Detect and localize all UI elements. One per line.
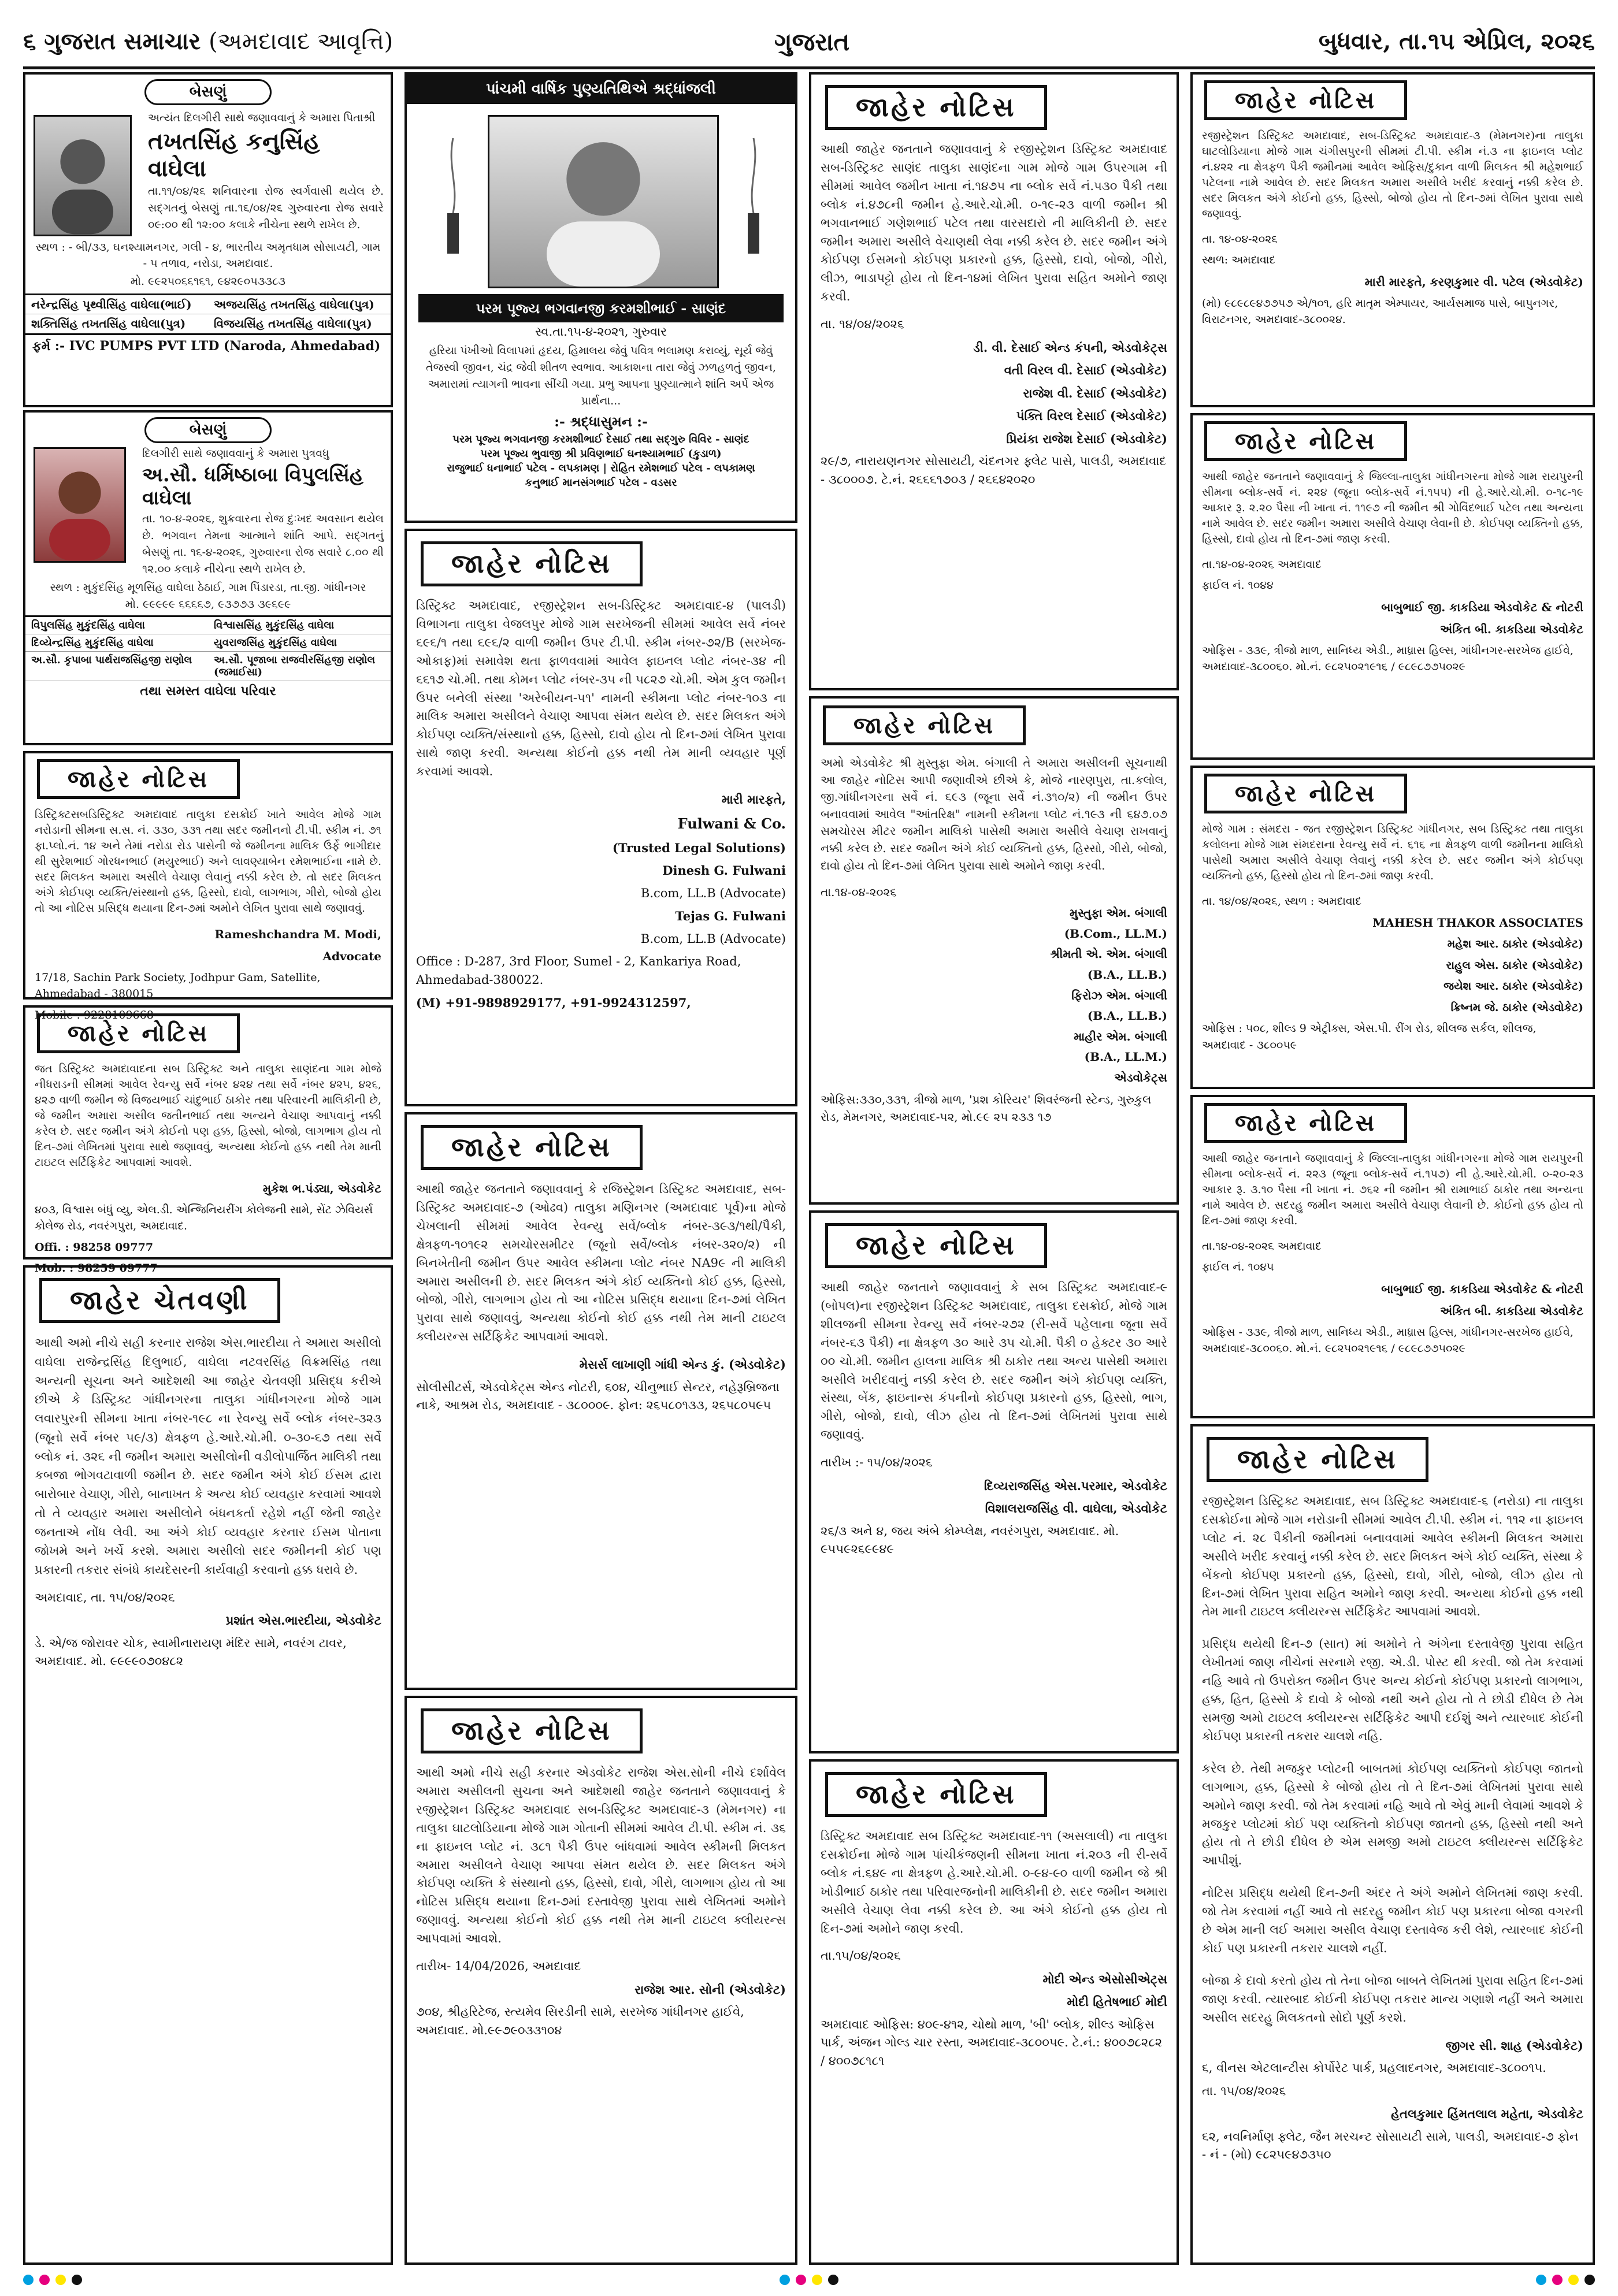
advocate-name: પંક્તિ વિરલ દેસાઈ (એડવોકેટ): [1016, 408, 1167, 423]
notice-date: તા. ૧૪/૦૪/૨૦૨૬, સ્થળ : અમદાવાદ: [1202, 894, 1362, 908]
advocate-address: 17/18, Sachin Park Society, Jodhpur Gam, Satellite, Ahmedabad - 380015: [35, 971, 321, 1001]
notice-title: જાહેર નોટિસ: [421, 541, 643, 586]
firm-address: Office : D-287, 3rd Floor, Sumel - 2, Kankariya Road, Ahmedabad-380022.: [416, 954, 741, 987]
advocate-name: મહેશ આર. ઠાકોર (એડવોકેટ): [1447, 938, 1583, 951]
advocate-name: મોદી હિતેષભાઈ મોદી: [1067, 1994, 1167, 2009]
advocate-name: મારી મારફતે, કરણકુમાર વી. પટેલ (એડવોકેટ): [1364, 274, 1583, 289]
tribute-poem: હરિયા પંખીઓ વિલાપમાં હૃદય, હિમાલય જેવું પવિત્ર ભલામણ કરાવ્યું, સૂર્ય જેવું તેજસ્વી જીવન, ચંદ્ર જેવી શીતળ સ્વભાવ. આકાશના તારા જેવું ઝળહળતું જીવન, અમારામાં ત્યાગની ભાવના સીંચી ગયા. પ્રભુ આપના પુણ્યાત્માને શાંતિ અર્પે એજ પ્રાર્થના...: [425, 344, 777, 407]
advocate-name: દિવ્યરાજસિંહ એસ.પરમાર, એડવોકેટ: [984, 1478, 1167, 1493]
public-notice-c3-3: [809, 1210, 1179, 1753]
public-notice-c5-3: [1190, 766, 1595, 1089]
public-notice-c3-4: [809, 1759, 1179, 2265]
tribute-line: રાજુભાઈ ધનાભાઈ પટેલ - લપકામણ | રોહિત રમેશભાઈ પટેલ - લપકામણ: [447, 462, 755, 474]
tribute-name: પરમ પૂજ્ય ભગવાનજી કરમશીભાઈ - સાણંદ: [418, 294, 784, 322]
advocate-address: ઓફિસ : ૫૦૮, શીલ્ડ 9 એટ્રીક્સ, એસ.પી. રીંગ રોડ, શીલજ સર્કલ, શીલજ, અમદાવાદ - ૩૮૦૦૫૯: [1202, 1022, 1537, 1052]
page-number: ૬: [23, 28, 36, 55]
obit1-firm: ફર્મ :- IVC PUMPS PVT LTD (Naroda, Ahmedabad): [25, 333, 391, 357]
file-number: ફાઈલ નં. ૧૦૪૪: [1202, 579, 1274, 592]
notice-title: જાહેર નોટિસ: [823, 705, 1026, 745]
advocate-name: મુકેશ ભ.પંડ્યા, એડવોકેટ: [262, 1181, 381, 1195]
advocate-name: માહીર એમ. બંગાલી: [1074, 1029, 1167, 1043]
obit1-text: તા.૧૧/૦૪/૨૬ શનિવારના રોજ સ્વર્ગવાસી થયેલ છે. સદ્ગતનું બેસણું તા.૧૬/૦૪/૨૬ ગુરુવારના રોજ સવારે ૦૯:૦૦ થી ૧૨:૦૦ કલાકે નીચેના સ્થળે રાખેલ છે.: [148, 184, 384, 231]
obituary-takhatsinh: [23, 72, 393, 407]
notice-title: જાહેર નોટિસ: [1204, 1103, 1407, 1143]
relative-name: વિજયસિંહ તખતસિંહ વાઘેલા(પુત્ર): [208, 314, 391, 333]
advocate-name: Rameshchandra M. Modi,: [214, 927, 381, 941]
warning-date: અમદાવાદ, તા. ૧૫/૦૪/૨૦૨૬: [35, 1590, 175, 1604]
magenta-dot: [1552, 2275, 1563, 2285]
public-warning: [23, 1265, 393, 2265]
advocate-name: વિશાલરાજસિંહ વી. વાઘેલા, એડવોકેટ: [985, 1501, 1167, 1516]
advocate-name: પ્રશાંત એસ.ભારદીયા, એડવોકેટ: [225, 1613, 381, 1628]
notice-body: આથી જાહેર જનતાને જણાવવાનું કે રજીસ્ટ્રેશન ડિસ્ટ્રિક્ટ અમદાવાદ સબ-ડિસ્ટ્રિક્ટ સાણંદ તાલુકા સાણંદના ગામ મોજે ગામ ઉપરગામ ની સીમમાં આવેલ જમીન ખાતા નં.૧૪૭૫ ના બ્લોક સર્વે નં.૫૩૦ પૈકી તથા બ્લોક નં.૪૭૮ની જમીન હે.આરે.ચો.મી. ૦-૧૯-૨૩ વાળી જમીન શ્રી ભગવાનભાઈ ગણેશભાઈ પટેલ તથા વારસદારો ની માલિકીની છે. સદર જમીન અમારા અસીલે વેચાણથી લેવા નક્કી કરેલ છે. સદર જમીન અંગે કોઈપણ ઈસમનો કોઈપણ પ્રકારનો હક્ક, હિસ્સો, દાવો, બોજો, ગીરો, લીઝ, ભાડાપટ્ટો હોય તો દિન-૧૪માં લેખિત પુરાવા સહિત અમોને જાણ કરવી.: [821, 142, 1167, 304]
firm-name: MAHESH THAKOR ASSOCIATES: [1372, 916, 1583, 930]
obit1-phone: મો. ૯૯૨૫૦૬૬૧૬૧, ૯૪૨૯૦૫૩૩૮૩: [130, 275, 286, 288]
notice-title: જાહેર નોટિસ: [825, 1772, 1047, 1817]
advocate-address: ઓફિસ - ૩૩૯, ત્રીજો માળ, સાનિધ્ય એડી., માધ્રાસ હિલ્સ, ગાંધીનગર-સરખેજ હાઈવે, અમદાવાદ-૩૮૦૦૬૦. મો.નં. ૯૮૨૫૦૨૧૯૧૬ / ૯૮૯૮૭૭૫૦૨૯: [1202, 644, 1574, 674]
relative-name: યુવરાજસિંહ મુકુંદસિંહ વાઘેલા: [208, 634, 391, 652]
shraddha-heading: :- શ્રદ્ધાસુમન :-: [554, 413, 648, 430]
advocate-name: અંકિત બી. કાકડિયા એડવોકેટ: [1440, 1303, 1583, 1318]
public-notice-c5-4: [1190, 1095, 1595, 1418]
notice-title: જાહેર નોટિસ: [1207, 1437, 1428, 1482]
firm-tagline: (Trusted Legal Solutions): [612, 840, 786, 855]
notice-date: તા.૧૪-૦૪-૨૦૨૬ અમદાવાદ: [1202, 558, 1322, 571]
advocate-address: ૪૦૩, વિશ્વાસ બંધું વ્યુ, એલ.ડી. એન્જિનિયરીંગ કોલેજની સામે, સેંટ ઝેવિયર્સ કોલેજ રોડ, નવરંગપુરા, અમદાવાદ.: [35, 1203, 373, 1233]
firm-name: Fulwani & Co.: [677, 815, 786, 832]
obit1-relatives: [25, 293, 391, 333]
notice-body: આથી અમો નીચે સહી કરનાર એડવોકેટ રાજેશ એસ.સોની નીચે દર્શાવેલ અમારા અસીલની સુચના અને આદેશથી જાહેર જનતાને જણાવવાનું કે રજીસ્ટ્રેશન ડિસ્ટ્રિક્ટ અમદાવાદ સબ-ડિસ્ટ્રિક્ટ અમદાવાદ-૩ (મેમનગર) ના તાલુકા ઘાટલોડિયાના મોજે ગામ ગોતાની સીમમાં આવેલ ટી.પી. સ્કીમ નં. ૩૬ ના ફાઇનલ પ્લોટ નં. ૩૮૧ પૈકી ઉપર બાંધવામાં આવેલ સ્કીમની મિલકત અમારા અસીલને વેચાણ આપવા સંમત થયેલ છે. સદર મિલકત અંગે કોઈપણ વ્યક્તિ કે સંસ્થાનો હક્ક, હિસ્સો, દાવો, ગીરો, લાગભાગ હોય તો આ નોટિસ પ્રસિદ્ધ થયાના દિન-૭માં દસ્તાવેજી પુરાવા સાથે લેખિતમાં અમોને જણાવવું. અન્યથા કોઈનો કોઈ હક્ક નથી તેમ માની ટાઇટલ ક્લીયરન્સ આપવામાં આવશે.: [416, 1766, 786, 1946]
edition-name: (અમદાવાદ આવૃત્તિ): [209, 28, 394, 55]
notice-date: તા. ૧૫/૦૪/૨૦૨૬: [1202, 2083, 1286, 2098]
advocate-name: પ્રિયંકા રાજેશ દેસાઈ (એડવોકેટ): [1006, 431, 1167, 446]
notice-date: તા.૧૪-૦૪-૨૦૨૬: [821, 885, 897, 900]
relative-name: શક્તિસિંહ તખતસિંહ વાઘેલા(પુત્ર): [25, 314, 208, 333]
tribute-line: પરમ પૂજ્ય ભગવાનજી કરમશીભાઈ દેસાઈ તથા સદ્ગુરુ વિવિર - સાણંદ: [452, 433, 749, 445]
notice-title: જાહેર નોટિસ: [1204, 774, 1407, 813]
advocate-name: ફિરોઝ એમ. બંગાલી: [1071, 988, 1167, 1002]
notice-date: તા.૧૫/૦૪/૨૦૨૬: [821, 1949, 901, 1963]
public-notice-c5-2: [1190, 413, 1595, 760]
advocate-degree: (B.Com., LL.M.): [1064, 926, 1167, 941]
tribute-line: કનુભાઈ માનસંગભાઈ પટેલ - વડસર: [525, 476, 677, 489]
notice-date: તારીખ :- ૧૫/૦૪/૨૦૨૬: [821, 1455, 933, 1470]
death-anniversary-tribute: [404, 72, 797, 523]
advocate-name: મુસ્તુફા એમ. બંગાલી: [1070, 906, 1167, 920]
incense-right-icon: [730, 132, 777, 259]
obit2-name: અ.સૌ. ધર્મિષ્ઠાબા વિપુલસિંહ વાઘેલા: [142, 463, 363, 510]
advocate-degree: (B.A., LL.B.): [1087, 1009, 1167, 1023]
advocate-name: બાબુભાઈ જી. કાકડિયા એડવોકેટ & નોટરી: [1381, 1281, 1583, 1296]
yellow-dot: [812, 2275, 822, 2285]
advocate-mobile: Mob. : 98259 09777: [35, 1262, 158, 1275]
advocate-degree: B.com, LL.B (Advocate): [640, 931, 786, 946]
yellow-dot: [55, 2275, 66, 2285]
advocate-role: Advocate: [322, 949, 381, 963]
public-notice-c2-2: [404, 1112, 797, 1690]
advocate-address: ડે. એ/જ જોરાવર ચોક, સ્વામીનારાયણ મંદિર સામે, નવરંગ ટાવર, અમદાવાદ. મો. ૯૯૯૯૦૭૦૪૮૨: [35, 1636, 347, 1669]
advocate-degree: (B.A., LL.B.): [1087, 967, 1167, 982]
advocate-title: એડવોકેટ્સ: [1114, 1070, 1167, 1084]
advocate-address: ૬, વીનસ એટલાન્ટીસ કોર્પોરેટ પાર્ક, પ્રહલાદનગર, અમદાવાદ-૩૮૦૦૧૫.: [1202, 2061, 1546, 2075]
masthead: [23, 23, 1595, 69]
warning-body: આથી અમો નીચે સહી કરનાર રાજેશ એસ.ભારદીયા તે અમારા અસીલો વાઘેલા રાજેન્દ્રસિંહ દિલુભાઈ, વાઘેલા નટવરસિંહ વિક્રમસિંહ તથા અન્યની સૂચના અને આદેશથી આ જાહેર ચેતવણી પ્રસિદ્ધ કરીએ છીએ કે ડિસ્ટ્રિક્ટ ગાંધીનગરના તાલુકા ગાંધીનગરના મોજે ગામ લવારપુરની સીમના ખાતા નંબર-૧૯૮ ના રેવન્યુ સર્વે બ્લોક નંબર-૩૨૩ (જૂનો સર્વે નંબર ૫૯/૩) ક્ષેત્રફળ હે.આરે.ચો.મી. ૦-૩૦-૬૭ તથા સર્વે બ્લોક નં. ૩૨૬ ની જમીન અમારા અસીલોની વડીલોપાર્જિત માલિકી તથા કબજા ભોગવટાવાળી જમીન છે. સદર જમીન અંગે કોઈ ઈસમ દ્વારા બારોબાર વેચાણ, ગીરો, બાનાખત કે અન્ય કોઈ વ્યવહાર કરવામાં આવશે તો તે વ્યવહાર અમારા અસીલોને બંધનકર્તા રહેશે નહીં જેની જાહેર જનતાએ નોંધ લેવી. આ અંગે કોઈ વ્યવહાર કરનાર ઈસમ પોતાના જોખમે અને ખર્ચે કરશે. અમારા અસીલો સદર જમીનની કોઈ પણ પ્રકારની તકરાર સંબંધે કાયદેસરની કાર્યવાહી કરવાનો હક્ક ધરાવે છે.: [35, 1336, 381, 1577]
advocate-name: શ્રીમતી એ. એમ. બંગાલી: [1050, 947, 1167, 961]
notice-body: આથી જાહેર જનતાને જણાવવાનું કે રજિસ્ટ્રેશન ડિસ્ટ્રિક્ટ અમદાવાદ, સબ-ડિસ્ટ્રિક્ટ અમદાવાદ-૭ (ઓઢવ) તાલુકા મણિનગર (અમદાવાદ પૂર્વ)ના મોજે ચેખલાની સીમમાં આવેલ રેવન્યુ સર્વે/બ્લોક નંબર-૩૯૩/૧થી/પૈકી, ક્ષેત્રફળ-૧૦૧૯૨ સમચોરસમીટર (જૂનો સર્વે/બ્લોક નંબર-૩૨૦/૨) ની બિનખેતીની જમીન ઉપર આવેલ સ્કીમના પ્લોટ નંબર NA9૯ ની માલિકી અમારા અસીલની છે. સદર મિલકત અંગે કોઈ વ્યક્તિનો કોઈ હક્ક, હિસ્સો, બોજો, ગીરો, લાગભાગ હોય તો આ નોટિસ પ્રસિદ્ધ થયાના દિન-૭માં લેખિત પુરાવા સાથે જણાવવું, અન્યથા કોઈનો કોઈ હક્ક નથી તેમ માની ટાઇટલ ક્લીયરન્સ સર્ટિફિકેટ આપવામાં આવશે.: [416, 1182, 786, 1344]
portrait-photo: [34, 447, 126, 563]
firm-phone: (M) +91-9898929177, +91-9924312597,: [416, 995, 691, 1010]
notice-title: જાહેર નોટિસ: [421, 1125, 643, 1170]
notice-title: જાહેર નોટિસ: [1204, 80, 1407, 120]
notice-title: જાહેર નોટિસ: [825, 85, 1047, 130]
advocate-address: સોલીસીટર્સ, એડવોકેટ્સ એન્ડ નોટરી, ૬૦૪, ચીનુભાઈ સેન્ટર, નહેરૂબ્રિજના નાકે, આશ્રમ રોડ, અમદાવાદ - ૩૮૦૦૦૯. ફોન: ૨૬૫૮૦૧૩૩, ૨૬૫૮૦૫૯૫: [416, 1380, 780, 1413]
page-edition: [23, 28, 393, 55]
obit2-intro: દિલગીરી સાથે જણાવવાનું કે અમારા પુત્રવધુ: [142, 447, 329, 460]
incense-left-icon: [430, 132, 476, 259]
advocate-address: ૬૨, નવનિર્માણ ફ્લેટ, જૈન મરચન્ટ સોસાયટી સામે, પાલડી, અમદાવાદ-૭ ફોન - નં - (મો) ૯૮૨૫૯૪૭૩૫૦: [1202, 2129, 1579, 2162]
advocate-list: [811, 903, 1177, 1088]
advocate-name: જયેશ આર. ઠાકોર (એડવોકેટ): [1443, 980, 1583, 993]
advocate-address: ૨૯/૭, નારાયણનગર સોસાયટી, ચંદનગર ફ્લેટ પાસે, પાલડી, અમદાવાદ - ૩૮૦૦૦૭. ટે.નં. ૨૬૬૬૧૭૦૩ / ૨૬૬૪૨૦૨૦: [821, 454, 1167, 486]
public-notice-c5-5: [1190, 1424, 1595, 2265]
public-notice-c1-2: [23, 1005, 393, 1275]
public-notice-c5-1: [1190, 72, 1595, 407]
advocate-name: રાજેશ આર. સોની (એડવોકેટ): [634, 1982, 786, 1997]
tribute-photo: [488, 115, 719, 288]
notice-body: રજીસ્ટ્રેશન ડિસ્ટ્રિક્ટ અમદાવાદ, સબ-ડિસ્ટ્રિક્ટ અમદાવાદ-૩ (મેમનગર)ના તાલુકા ઘાટલોડિયાના મોજે ગામ ચંગીસપુરની સીમમાં ટી.પી. સ્કીમ નં.૩ ના ફાઇનલ પ્લોટ નં.૪૨૨ ના ક્ષેત્રફળ પૈકી જમીનમાં આવેલ ઓફિસ/દુકાન વાળી મિલકત શ્રી મહેશભાઈ પટેલના નામે આવેલ છે. સદર મિલકત અમારા અસીલે ખરીદ કરવાનું નક્કી કરેલ છે. સદર મિલકત અંગે કોઈનો હક્ક, હિસ્સો, બોજો હોય તો દિન-૭માં લેખિત પુરાવા સાથે જણાવવું.: [1202, 129, 1583, 220]
obit2-venue: સ્થળ : મુકુંદસિંહ મૂળસિંહ વાઘેલા ઠેઠાઈ, ગામ પિંડારડા, તા.જી. ગાંધીનગર: [50, 581, 366, 595]
relative-name: અજયસિંહ તખતસિંહ વાઘેલા(પુત્ર): [208, 295, 391, 314]
advocate-name: Tejas G. Fulwani: [675, 909, 786, 924]
print-registration-marks: [23, 2273, 1595, 2287]
notice-body-extra: કરેલ છે. તેથી મજકુર પ્લોટની બાબતમાં કોઈપણ વ્યક્તિનો કોઈપણ જાતનો લાગભાગ, હક્ક, હિસ્સો કે બોજો હોય તો તે દિન-૭માં લેખિતમાં પુરાવા સાથે અમોને જાણ કરવી. જો તેમ કરવામાં નહિ આવે તો એવું માની લેવામાં આવશે કે મજકુર પ્લોટમાં કોઈ પણ વ્યક્તિનો કોઈપણ જાતનો હક્ક, હિસ્સો નથી અને હોય તો તે છોડી દીધેલ છે એમ સમજી અમો ટાઇટલ ક્લીયરન્સ સર્ટિફિકેટ આપીશું.: [1202, 1761, 1583, 1868]
public-notice-c2-3: [404, 1696, 797, 2265]
notice-date: તા. ૧૪/૦૪/૨૦૨૬: [821, 317, 904, 332]
advocate-mobile: Mobile : 9228109668: [35, 1008, 154, 1021]
advocate-name: બાબુભાઈ જી. કાકડિયા એડવોકેટ & નોટરી: [1381, 600, 1583, 614]
portrait-photo: [34, 115, 132, 236]
advocate-name: વતી વિરલ વી. દેસાઈ (એડવોકેટ): [1004, 363, 1167, 378]
magenta-dot: [796, 2275, 806, 2285]
cyan-dot: [780, 2275, 790, 2285]
notice-body: ડિસ્ટ્રિક્ટ અમદાવાદ સબ ડિસ્ટ્રિક્ટ અમદાવાદ-૧૧ (અસલાલી) ના તાલુકા દસક્રોઈના મોજે ગામ પાંચીકંજણની સીમના ખાતા નં.૨૦૩ ની રી-સર્વે બ્લોક નં.૬૪૯ ના ક્ષેત્રફળ હે.આરે.ચો.મી. ૦-૯૪-૯૦ વાળી જમીન જે શ્રી ખોડીભાઈ ઠાકોર તથા પરિવારજનોની માલિકીની છે. સદર જમીન અમારા અસીલે વેચાણ લેવા નક્કી કરેલ છે. આ અંગે કોઈનો હક્ક હોય તો દિન-૭માં અમોને જાણ કરવી.: [821, 1829, 1167, 1935]
relative-name: વિપુલસિંહ મુકુંદસિંહ વાઘેલા: [25, 617, 208, 634]
advocate-degree: B.com, LL.B (Advocate): [640, 886, 786, 900]
advocate-name: ક્રિષ્નમ જે. ઠાકોર (એડવોકેટ): [1450, 1001, 1583, 1014]
section-title: ગુજરાત: [774, 28, 850, 56]
yellow-dot: [1568, 2275, 1579, 2285]
relative-name: અ.સૌ. પૂજાબા રાજવીરસિંહજી રાણોલ (જમાઈસા): [208, 652, 391, 681]
notice-body: આથી જાહેર જનતાને જણાવવાનું કે સબ ડિસ્ટ્રિક્ટ અમદાવાદ-૯ (બોપલ)ના રજીસ્ટ્રેશન ડિસ્ટ્રિક્ટ અમદાવાદ, તાલુકા દસક્રોઈ, મોજે ગામ શીલજની સીમના રેવન્યુ સર્વે નંબર-૨૭૨ (રી-સર્વે પહેલાના જૂના સર્વે નંબર-૬૩ પૈકી) ના ક્ષેત્રફળ ૩૦ આરે ૩૫ ચો.મી. પૈકી ૦ હેક્ટર ૩૦ આરે ૦૦ ચો.મી. જમીન હાલના માલિક શ્રી ઠાકોર તથા અન્ય પાસેથી અમારા અસીલે ખરીદવાનું નક્કી કરેલ છે. સદર જમીન અંગે કોઈપણ વ્યક્તિ, સંસ્થા, બેંક, ફાઇનાન્સ કંપનીનો કોઈપણ પ્રકારનો હક્ક, હિસ્સો, ભાગ, ગીરો, બોજો, દાવો, લીઝ હોય તો દિન-૭માં લેખિતમાં પુરાવા સાથે જણાવવું.: [821, 1280, 1167, 1442]
notice-title: જાહેર નોટિસ: [825, 1223, 1047, 1268]
advocate-address: ઓફિસ - ૩૩૯, ત્રીજો માળ, સાનિધ્ય એડી., માધ્રાસ હિલ્સ, ગાંધીનગર-સરખેજ હાઈવે, અમદાવાદ-૩૮૦૦૬૦. મો.નં. ૯૮૨૫૦૨૧૯૧૬ / ૯૮૯૮૭૭૫૦૨૯: [1202, 1325, 1574, 1355]
advocate-name: Dinesh G. Fulwani: [662, 863, 786, 878]
advocate-address: અમદાવાદ ઓફિસ: ૪૦૯-૪૧૨, ચોથો માળ, 'બી' બ્લોક, શીલ્ડ ઓફિસ પાર્ક, અંજન ગોલ્ડ ચાર રસ્તા, અમદાવાદ-૩૮૦૦૫૯. ટે.નં.: ૪૦૦૭૮૨૮૨ / ૪૦૦૭૮૧૮૧: [821, 2017, 1163, 2068]
obit2-relatives: [25, 615, 391, 681]
warning-title: જાહેર ચેતવણી: [39, 1278, 280, 1323]
obit1-intro: અત્યંત દિલગીરી સાથે જણાવવાનું કે અમારા પિતાશ્રી: [148, 112, 376, 124]
relative-name: અ.સૌ. કૃપાબા પાર્થરાજસિંહજી રાણોલ: [25, 652, 208, 681]
relative-name: દિવ્યેન્દ્રસિંહ મુકુંદસિંહ વાઘેલા: [25, 634, 208, 652]
public-notice-c2-1: [404, 529, 797, 1106]
advocate-firm: મોદી એન્ડ એસોસીએટ્સ: [1042, 1971, 1167, 1986]
advocate-firm: ડી. વી. દેસાઈ એન્ડ કંપની, એડવોકેટ્સ: [973, 340, 1167, 355]
obit2-phone: મો. ૯૯૯૯૯ ૬૬૬૬૭, ૯૩૭૭૩ ૩૯૬૯૯: [125, 598, 291, 611]
notice-date: તારીખ- 14/04/2026, અમદાવાદ: [416, 1959, 581, 1974]
obituary-dharmishthaba: [23, 410, 393, 745]
advocate-address: (મો) ૯૮૯૮૯૪૭૭૫૭ એ/૧૦૧, હરિ માતૃમ એમ્પાયર, આર્યસમાજ પાસે, બાપુનગર, વિરાટનગર, અમદાવાદ-૩૮૦૦૨૪.: [1202, 296, 1558, 326]
relative-name: વિશ્વાસસિંહ મુકુંદસિંહ વાઘેલા: [208, 617, 391, 634]
notice-title: જાહેર નોટિસ: [421, 1708, 643, 1753]
public-notice-c3-1: [809, 72, 1179, 690]
black-dot: [828, 2275, 838, 2285]
notice-body: મોજે ગામ : સંમદરા - જત રજીસ્ટ્રેશન ડિસ્ટ્રિક્ટ ગાંધીનગર, સબ ડિસ્ટ્રિક્ટ તથા તાલુકા કલોલના મોજે ગામ સંમદરાના રેવન્યુ સર્વે નં. ૬૧૬ ના ક્ષેત્રફળ વાળી જમીનના માલિકો પાસેથી અમારા અસીલે વેચાણ લેવાનું નક્કી કરેલ છે. સદર જમીન અંગે કોઈપણ વ્યક્તિનો હક્ક, હિસ્સો હોય તો દિન-૭માં જાણ કરવી.: [1202, 823, 1583, 882]
obit2-text: તા. ૧૦-૪-૨૦૨૬, શુક્રવારના રોજ દુઃખદ અવસાન થયેલ છે. ભગવાન તેમના આત્માને શાંતિ આપે. સદ્ગતનું બેસણું તા. ૧૬-૪-૨૦૨૬, ગુરુવારના રોજ સવારે ૮.૦૦ થી ૧૨.૦૦ કલાકે નીચેના સ્થળે રાખેલ છે.: [142, 512, 384, 575]
notice-date: તા.૧૪-૦૪-૨૦૨૬ અમદાવાદ: [1202, 1239, 1322, 1253]
public-notice-c3-2: [809, 696, 1179, 1205]
issue-date: બુધવાર, તા.૧૫ એપ્રિલ, ૨૦૨૬: [1318, 28, 1595, 55]
advocate-office-phone: Offi. : 98258 09777: [35, 1240, 154, 1254]
notice-body-extra: બોજા કે દાવો કરતો હોય તો તેના બોજા બાબતે લેખિતમાં પુરાવા સહિત દિન-૭માં જાણ કરવી. ત્યારબાદ કોઈની કોઈપણ તકરાર માન્ય ગણાશે નહીં અને અમારા અસીલ સદરહુ મિલકતનો સોદો પૂર્ણ કરશે.: [1202, 1973, 1583, 2024]
public-notice-c1-1: [23, 751, 393, 1021]
portrait-icon: [35, 117, 130, 235]
paper-name: ગુજરાત સમાચાર: [44, 28, 201, 55]
cyan-dot: [1536, 2275, 1546, 2285]
cyan-dot: [23, 2275, 34, 2285]
advocate-name: હેતલકુમાર હિંમતલાલ મહેતા, એડવોકેટ: [1391, 2106, 1583, 2122]
advocate-name: રાહુલ એસ. ઠાકોર (એડવોકેટ): [1446, 958, 1583, 972]
notice-title: જાહેર નોટિસ: [37, 1013, 240, 1053]
notice-body: આથી જાહેર જનતાને જણાવવાનું કે જિલ્લા-તાલુકા ગાંધીનગરના મોજે ગામ રાયપુરની સીમના બ્લોક-સર્વે નં. ૨૨૪ (જૂના બ્લોક-સર્વે નં.૧૫૫) ની હે.આરે.ચો.મી. ૦-૧૮-૧૯ આકાર રૂ. ૨.૨૦ પૈસા ની ખાતા નં. ૧૧૯૭ ની જમીન શ્રી ગોવિંદભાઈ પટેલ તથા અન્યના નામે આવેલ છે. સદર જમીન અમારા અસીલે વેચાણ લેવાની છે. કોઈપણ વ્યક્તિનો હક્ક, હિસ્સો, દાવો હોય તો દિન-૭માં જાણ કરવી.: [1202, 470, 1583, 545]
notice-body-extra: નોટિસ પ્રસિદ્ધ થયેથી દિન-૭ની અંદર તે અંગે અમોને લેખિતમાં જાણ કરવી. જો તેમ કરવામાં નહીં આવે તો સદરહુ જમીન કોઈ પણ પ્રકારના બોજા વગરની છે એમ માની લઈ અમારા અસીલ વેચાણ દસ્તાવેજ કરી લેશે, ત્યારબાદ કોઈની કોઈ પણ પ્રકારની તકરાર ચાલશે નહીં.: [1202, 1886, 1583, 1955]
portrait-icon: [489, 117, 717, 287]
advocate-degree: (B.A., LL.M.): [1084, 1050, 1167, 1064]
notice-title: જાહેર નોટિસ: [37, 759, 240, 799]
black-dot: [1584, 2275, 1595, 2285]
advocate-name: રાજેશ વી. દેસાઈ (એડવોકેટ): [1023, 385, 1167, 400]
magenta-dot: [39, 2275, 50, 2285]
notice-body: આથી જાહેર જનતાને જણાવવાનું કે જિલ્લા-તાલુકા ગાંધીનગરના મોજે ગામ રાયપુરની સીમના બ્લોક-સર્વે નં. ૨૨૩ (જૂના બ્લોક-સર્વે નં.૧૫૭) ની હે.આરે.ચો.મી. ૦-૨૦-૨૩ આકાર રૂ. ૩.૧૦ પૈસા ની ખાતા નં. ૭૬૨ ની જમીન શ્રી રામાભાઈ ઠાકોર તથા અન્યના નામે આવેલ છે. સદરહુ જમીન અમારા અસીલે વેચાણ લેવાની છે. કોઈનો હક્ક હોય તો દિન-૭માં જાણ કરવી.: [1202, 1152, 1583, 1227]
obit1-name: તખતસિંહ કનુસિંહ વાઘેલા: [148, 127, 320, 182]
notice-place: સ્થળ: અમદાવાદ: [1202, 254, 1276, 267]
tribute-line: પરમ પૂજ્ય ભુવાજી શ્રી પ્રવિણભાઈ ઘનશ્યામભાઈ (કુડાળ): [480, 447, 722, 460]
notice-body-extra: પ્રસિદ્ધ થયેથી દિન-૭ (સાત) માં અમોને તે અંગેના દસ્તાવેજી પુરાવા સહિત લેખીતમાં જાણ નીચેનાં સરનામે રજી. એ.ડી. પોસ્ટ થી કરવી. જો તેમ કરવામાં નહિ આવે તો ઉપરોક્ત જમીન ઉપર અન્ય કોઈનો કોઈપણ પ્રકારનો લાગભાગ, હક્ક, હિત, હિસ્સો કે દાવો કે બોજો નથી અને હોય તો તે છોડી દીધેલ છે તેમ સમજી અમો ટાઇટલ ક્લીયરન્સ સર્ટિફિકેટ આપી દઈશું અને ત્યારબાદ કોઈની કોઈપણ પ્રકારની તકરાર ચાલશે નહિ.: [1202, 1637, 1583, 1743]
notice-title: જાહેર નોટિસ: [1204, 421, 1407, 461]
obit2-family: તથા સમસ્ત વાઘેલા પરિવાર: [140, 683, 276, 699]
black-dot: [72, 2275, 82, 2285]
notice-body: અમો એડવોકેટ શ્રી મુસ્તુફા એમ. બંગાલી તે અમારા અસીલની સૂચનાથી આ જાહેર નોટિસ આપી જણાવીએ છીએ કે, મોજે નારણપુરા, તા.કલોલ, જી.ગાંધીનગરના સર્વે નં. ૬૯૩ (જૂના સર્વે નં.૩૧૦/૨) ની જમીન ઉપર બનાવવામાં આવેલ "આંતરિક્ષ" નામની સ્કીમના પ્લોટ નં.૧૯૩ ની ૬૪૭.૦૭ સમચોરસ મીટર જમીન માલિકો પાસેથી અમારા અસીલે વેચાણ રાખવાનું નક્કી કરેલ છે. સદર જમીન અંગે કોઈ વ્યક્તિનો હક્ક, હિસ્સો, ગીરો, બોજો, દાવો હોય તો દિન-૭માં લેખિત પુરાવા સાથે અમોને જાણ કરવી.: [821, 756, 1167, 872]
advocate-firm: મેસર્સ લાખાણી ગાંધી એન્ડ કું. (એડવોકેટ): [579, 1357, 786, 1372]
besanu-heading: બેસણું: [144, 79, 272, 105]
advocate-address: ૭૦૪, શ્રીહરિટેજ, સ્ત્યમેવ સિરડીની સામે, સરખેજ ગાંધીનગર હાઈવે, અમદાવાદ. મો.૯૯૭૯૦૩૩૧૦૪: [416, 2005, 744, 2037]
portrait-icon: [35, 449, 124, 561]
relative-name: નરેન્દ્રસિંહ પૃથ્વીસિંહ વાઘેલા(ભાઈ): [25, 295, 208, 314]
notice-body: ડિસ્ટ્રિક્ટસબડિસ્ટ્રિક્ટ અમદાવાદ તાલુકા દસક્રોઈ ખાતે આવેલ મોજે ગામ નરોડાની સીમના સ.સ. નં. ૩૩૦, ૩૩૧ તથા સદર જમીનનો ટી.પી. સ્કીમ નં. ૭૧ ફા.પ્લો.નં. ૧૪ અને તેમાં નરોડા રોડ પાસેની જે જમીનના માલિક ઉર્ફે ભાગીદાર થી સુરેશભાઈ ગોરધનભાઈ (મયુરભાઈ) અને લાવણ્યાબેન રમેશભાઈના નામે છે. સદર મિલકત અમારા અસીલે વેચાણ લેવાનું નક્કી કરેલ છે. તો સદર મિલકત અંગે કોઈપણ વ્યક્તિ/સંસ્થાનો હક્ક, હિસ્સો, દાવો, લાગભાગ, ગીરો, બોજો હોય તો આ નોટિસ પ્રસિદ્ધ થયાના દિન-૭માં અમોને લેખિત પુરાવા સાથે જણાવવું.: [35, 808, 381, 915]
signature-intro: મારી મારફતે,: [721, 792, 786, 807]
advocate-address: ઓફિસ:૩૩૦,૩૩૧, ત્રીજો માળ, 'પ્રશ કોરિયર' શિવરંજની સ્ટેન્ડ, ગુરુકુલ રોડ, મેમનગર, અમદાવાદ-૫૨, મો.૯૯ ૨૫ ૨૩૩ ૧૭: [821, 1092, 1152, 1124]
advocate-name: અંકિત બી. કાકડિયા એડવોકેટ: [1440, 622, 1583, 636]
besanu-heading: બેસણું: [144, 417, 272, 443]
file-number: ફાઈલ નં. ૧૦૪૫: [1202, 1261, 1274, 1274]
notice-body: ડિસ્ટ્રિક્ટ અમદાવાદ, રજીસ્ટ્રેશન સબ-ડિસ્ટ્રિક્ટ અમદાવાદ-૪ (પાલડી) વિભાગના તાલુકા વેજલપુર મોજે ગામ સરખેજની સીમમાં આવેલ સર્વે નંબર ૬૯૬/૧ તથા ૬૯૬/૨ વાળી જમીન ઉપર ટી.પી. સ્કીમ નંબર-૭૨/B (સરખેજ-ઓકાફ)માં સમાવેશ થતા ફાળવવામાં આવેલ ફાઇનલ પ્લોટ નંબર-૩૪ ની ૬૬૧૭ ચો.મી. તથા કોમન પ્લોટ નંબર-૩૫ ની ૫૮૨૭ ચો.મી. એમ કુલ જમીન ઉપર બનેલી સંસ્થા 'અરેબીયન-૫૧' નામની સ્કીમના પ્લોટ નંબર-૧૦૩ ના માલિક અમારા અસીલને વેચાણ આપવા સંમત થયેલ છે. સદર મિલકત અંગે કોઈપણ વ્યક્તિ/સંસ્થાનો હક્ક, હિસ્સો, દાવો હોય તો દિન-૭માં લેખિત પુરાવા સાથે જાણ કરવી. અન્યથા કોઈનો હક્ક નથી તેમ માની વ્યવહાર પૂર્ણ કરવામાં આવશે.: [416, 599, 786, 779]
advocate-address: ૨૬/૩ અને ૪, જય અંબે કોમ્પ્લેક્ષ, નવરંગપુરા, અમદાવાદ. મો. ૯૫૫૯૨૬૯૯૪૯: [821, 1524, 1119, 1556]
notice-date: તા. ૧૪-૦૪-૨૦૨૬: [1202, 232, 1278, 246]
tribute-dates: સ્વ.તા.૧૫-૪-૨૦૨૧, ગુરુવાર: [535, 325, 667, 339]
notice-body: જત ડિસ્ટ્રિક્ટ અમદાવાદના સબ ડિસ્ટ્રિક્ટ અને તાલુકા સાણંદના ગામ મોજે નીધરાડની સીમમાં આવેલ રેવન્યુ સર્વે નંબર ૪૨૪ તથા સર્વે નંબર ૪૨૫, ૪૨૬, ૪૨૭ વાળી જમીન જે વિજયભાઈ ચાંદુભાઈ ઠાકોર તથા પરિવારની માલિકીની છે, જે જમીન અમારા અસીલ જતીનભાઈ તથા અન્યને વેચાણ આપવાનું નક્કી કરેલ છે. સદર જમીન અંગે કોઈનો પણ હક્ક, હિસ્સો, બોજો, લાગભાગ હોય તો દિન-૭માં લેખિતમાં પુરાવા સાથે જણાવવું, અન્યથા કોઈનો હક્ક નથી તેમ માની ટાઇટલ સર્ટિફિકેટ આપવામાં આવશે.: [35, 1062, 382, 1169]
obit1-venue: સ્થળ : - બી/૩૩, ઘનશ્યામનગર, ગલી - ૪, ભારતીય અમૃતધામ સોસાયટી, ગામ - ૫ તળાવ, નરોડા, અમદાવાદ.: [35, 240, 381, 270]
advocate-name: જીગર સી. શાહ (એડવોકેટ): [1445, 2038, 1583, 2053]
tribute-title: પાંચમી વાર્ષિક પુણ્યતિથિએ શ્રદ્ધાંજલી: [407, 75, 795, 104]
notice-body: રજીસ્ટ્રેશન ડિસ્ટ્રિક્ટ અમદાવાદ, સબ ડિસ્ટ્રિક્ટ અમદાવાદ-૬ (નરોડા) ના તાલુકા દસક્રોઈના મોજે ગામ નરોડાની સીમમાં આવેલ ટી.પી. સ્કીમ નં. ૧૧૨ ના ફાઇનલ પ્લોટ નં. ૨૮ પૈકીની જમીનમાં બનાવવામાં આવેલ સ્કીમની મિલકત અમારા અસીલે ખરીદ કરવાનું નક્કી કરેલ છે. સદર મિલકત અંગે કોઈ વ્યક્તિ, સંસ્થા કે બેંકનો કોઈપણ પ્રકારનો હક્ક, હિસ્સો, દાવો, ગીરો, બોજો, લીઝ હોય તો દિન-૭માં લેખિત પુરાવા સહિત અમોને જાણ કરવી. અન્યથા કોઈનો હક્ક નથી તેમ માની ટાઇટલ ક્લીયરન્સ સર્ટિફિકેટ આપવામાં આવશે.: [1202, 1494, 1583, 1619]
